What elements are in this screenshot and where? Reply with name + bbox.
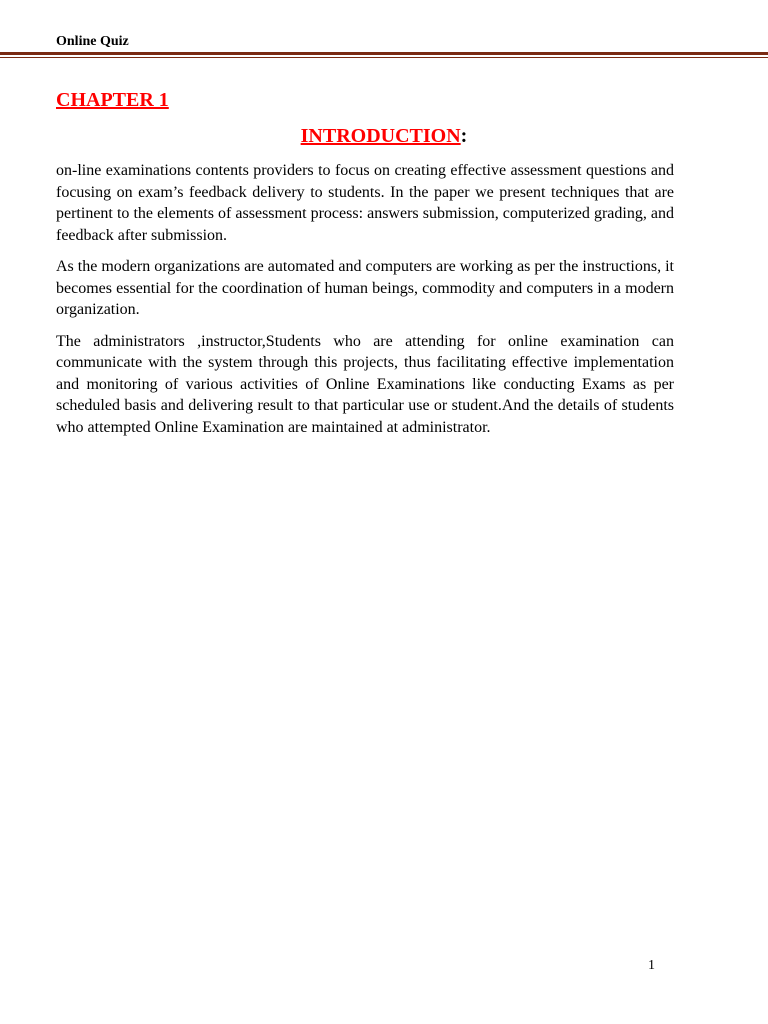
paragraph: The administrators ,instructor,Students who are attending for online examination can communicate with the system through this projects, thus facilitating effective implementation and monitoring of various activities of Online Examinations like conducting Exams as per scheduled basis and delivering result to that particular use or student.And the details of students who attempted Online Examination are maintained at administrator. [56,332,674,436]
section-title-text: INTRODUCTION [300,125,461,147]
paragraph: As the modern organizations are automated and computers are working as per the instructions, it becomes essential for the coordination of human beings, commodity and computers in a modern organization. [56,258,674,318]
paragraph: on-line examinations contents providers to focus on creating effective assessment questions and focusing on exam’s feedback delivery to students. In the paper we present techniques that are pertinent to the elements of assessment process: answers submission, computerized grading, and feedback after submission. [56,162,674,244]
section-title [0,124,768,148]
running-header: Online Quiz [56,34,129,49]
section-title-suffix: : [460,125,468,147]
body-text [56,160,674,448]
chapter-label: CHAPTER 1 [56,89,169,111]
page-number: 1 [648,958,655,973]
header-rule-thin [0,57,768,58]
header-rule-thick [0,52,768,55]
